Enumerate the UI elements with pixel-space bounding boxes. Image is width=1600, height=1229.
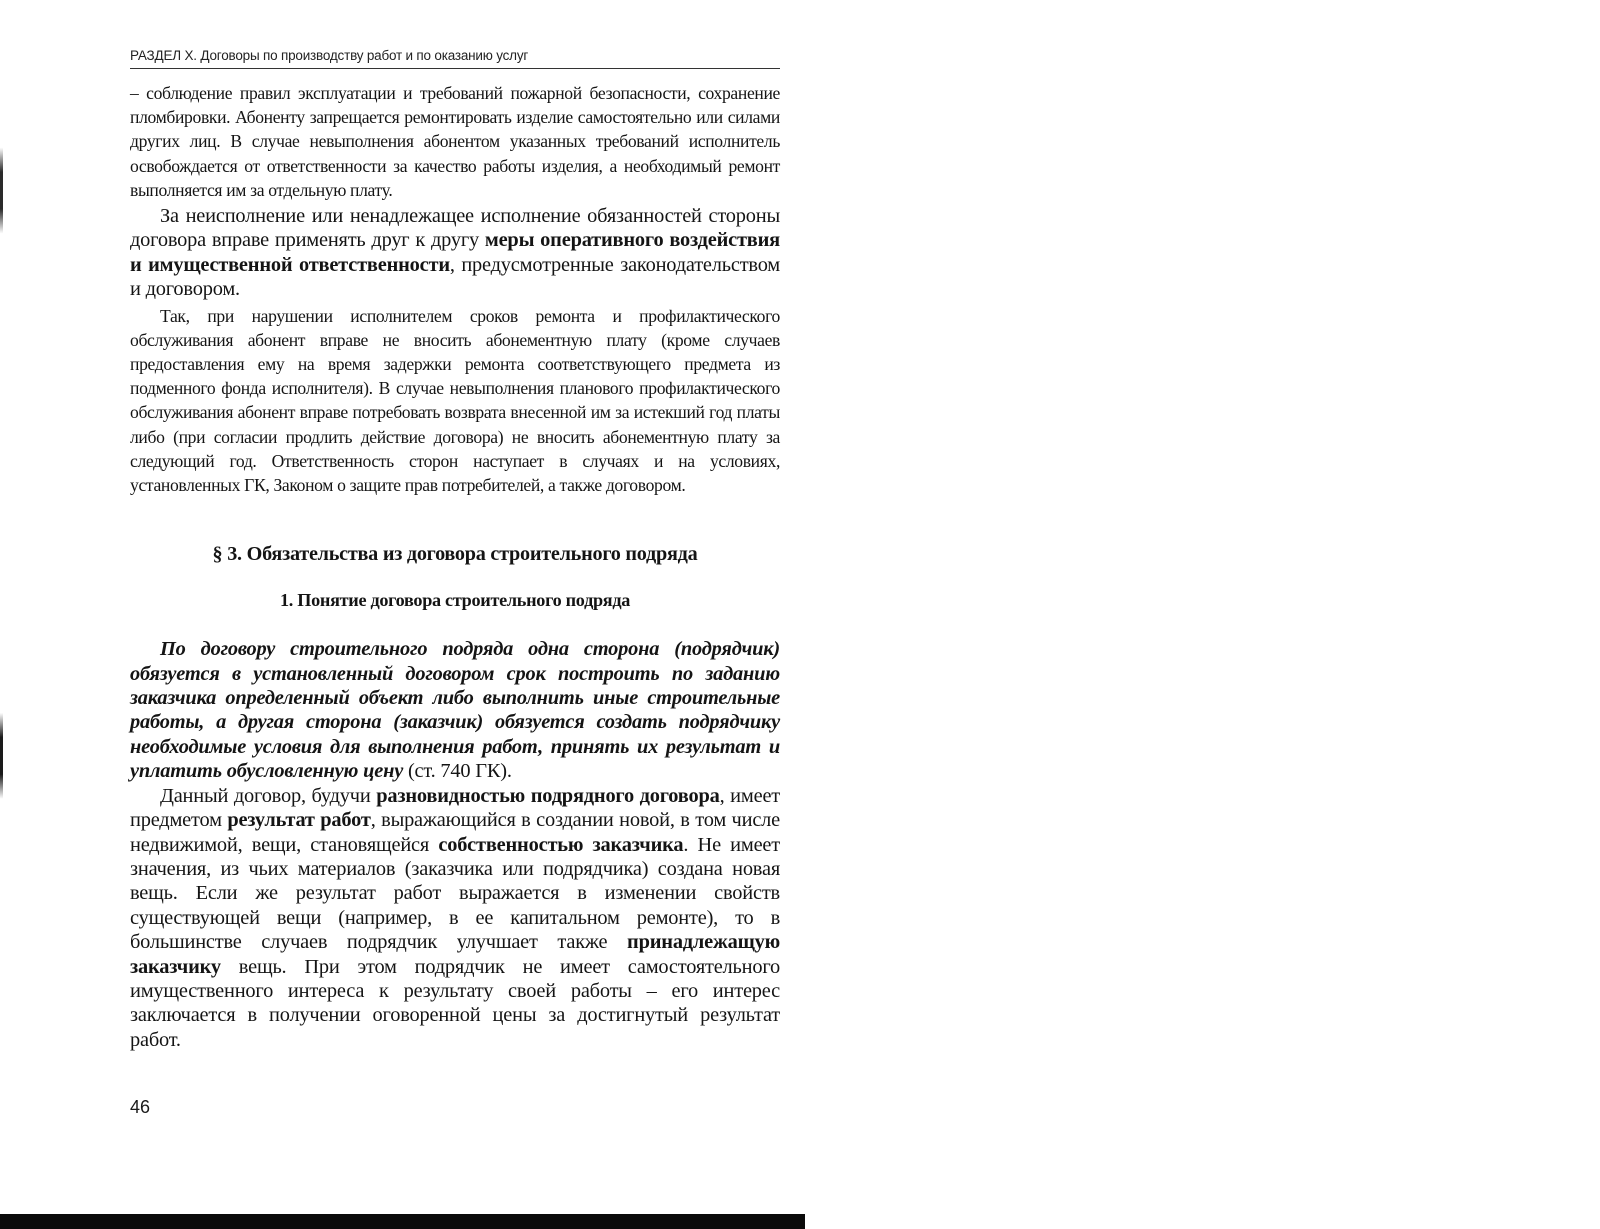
section-heading: § 3. Обязательства из договора строительного подряда <box>212 543 698 566</box>
paragraph-text: , имеет предметом <box>130 784 781 832</box>
paragraph-text: , предусмотренные законодательством и договором. <box>130 253 780 301</box>
paragraph-violation-example: Так, при нарушении исполнителем сроков ремонта и профилактического обслуживания абонент вправе не вносить абонементную плату (кроме случаев предоставления ему на время задержки ремонта соответствующего предмета из подменного фонда исполнителя). В случае невыполнения планового профилактического обслуживания абонент вправе потребовать возврата внесенной им за истекший год платы либо (при согласии продлить действие договора) не вносить абонементную плату за следующий год. Ответственность сторон наступает в случаях и на условиях, установленных ГК, Законом о защите прав потребителей, а также договором. <box>130 305 780 496</box>
paragraph-contract-subject <box>130 784 780 1052</box>
page-number: 46 <box>130 1097 151 1117</box>
definition-text: По договору строительного подряда одна сторона (подрядчик) обязуется в установленный договором срок построить по заданию заказчика определенный объект либо выполнить иные строительные работы, а другая сторона (заказчик) обязуется создать подрядчику необходимые условия для выполнения работ, принять их результат и уплатить обусловленную цену <box>130 638 780 783</box>
bold-term: результат работ <box>227 809 371 832</box>
bold-term: принадлежащую заказчику <box>130 931 780 978</box>
scan-edge-bottom <box>0 1214 805 1229</box>
paragraph-text: вещь. При этом подрядчик не имеет самостоятельного имущественного интереса к результату своей работы – его интерес заключается в получении оговоренной цены за достигнутый результат работ. <box>130 955 780 1051</box>
paragraph-liability-measures <box>130 204 780 302</box>
sub-heading: 1. Понятие договора строительного подряда <box>279 590 631 611</box>
paragraph-text: , выражающийся в создании новой, в том числе недвижимой, вещи, становящейся <box>130 809 781 856</box>
bold-term: меры оперативного воздействия и имущественной ответственности <box>130 229 780 276</box>
definition-paragraph <box>130 637 780 783</box>
bold-term: собственностью заказчика <box>438 833 684 856</box>
paragraph-text: . Не имеет значения, из чьих материалов (заказчика или подрядчика) создана новая вещь. Если же результат работ выражается в изменении свойств существующей вещи (например, в ее капитальном ремонте), то в большинстве случаев подрядчик улучшает также <box>130 833 780 954</box>
article-reference: (ст. 740 ГК). <box>403 760 512 783</box>
scan-edge-left <box>0 0 3 1229</box>
book-page <box>130 48 780 1052</box>
paragraph-fire-safety: – соблюдение правил эксплуатации и требований пожарной безопасности, сохранение пломбировки. Абоненту запрещается ремонтировать изделие самостоятельно или силами других лиц. В случае невыполнения абонентом указанных требований исполнитель освобождается от ответственности за качество работы изделия, а необходимый ремонт выполняется им за отдельную плату. <box>130 83 780 200</box>
bold-term: разновидностью подрядного договора <box>376 784 720 807</box>
paragraph-text: За неисполнение или ненадлежащее исполнение обязанностей стороны договора вправе применять друг к другу <box>130 205 780 252</box>
running-head: РАЗДЕЛ X. Договоры по производству работ и по оказанию услуг <box>130 48 780 69</box>
paragraph-text: Данный договор, будучи <box>160 784 377 807</box>
